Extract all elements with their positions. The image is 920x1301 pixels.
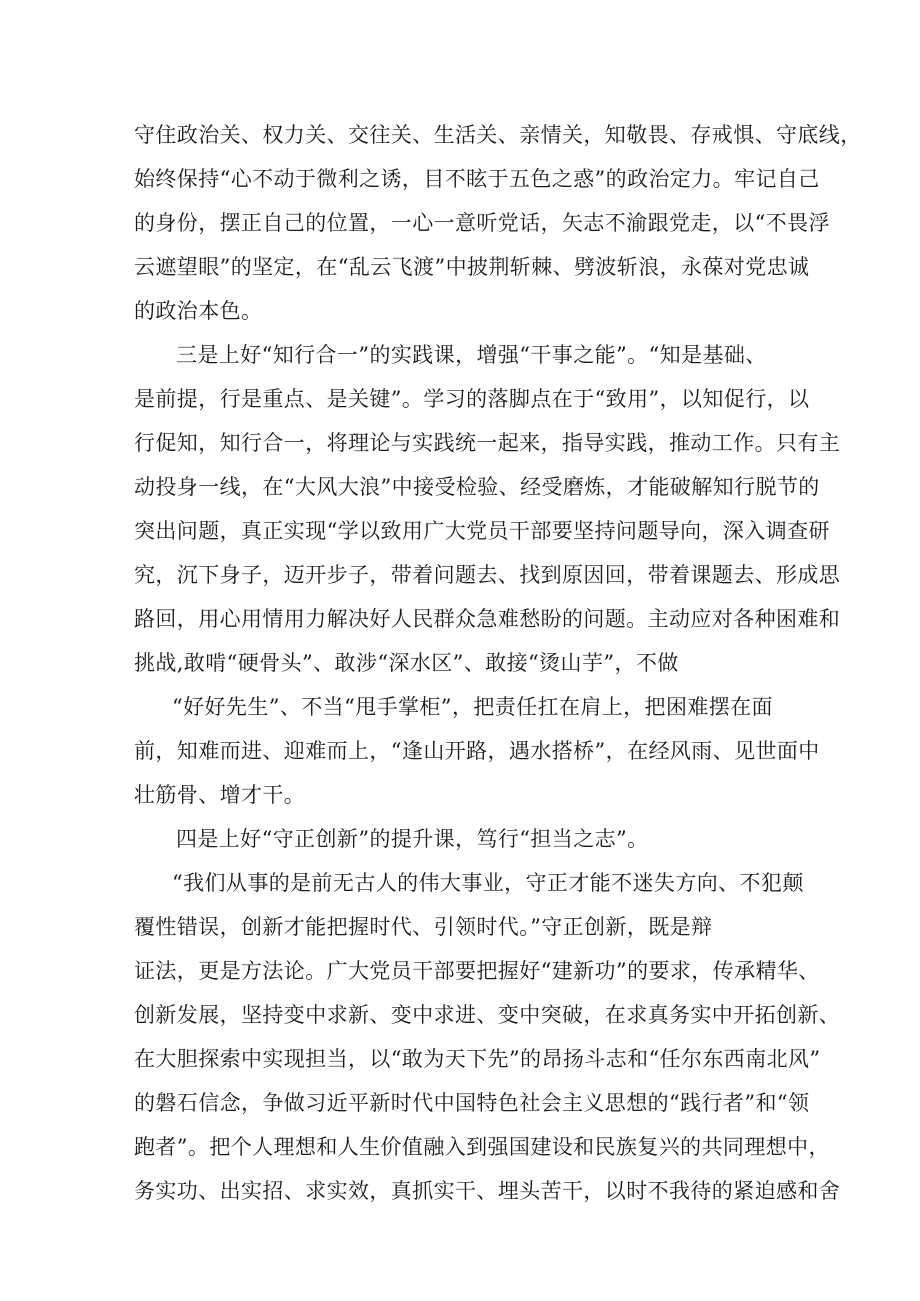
section-heading-line: 四是上好“守正创新”的提升课，笃行“担当之志”。	[176, 827, 649, 851]
text-line: 突出问题，真正实现“学以致用广大党员干部要坚持问题导向，深入调查研	[134, 519, 830, 543]
text-line: 前，知难而进、迎难而上，“逢山开路，遇水搭桥”，在经风雨、见世面中	[134, 739, 820, 763]
text-line: 云遮望眼”的坚定，在“乱云飞渡”中披荆斩棘、劈波斩浪，永葆对党忠诚	[134, 255, 810, 279]
text-line: 挑战,敢啃“硬骨头”、敢涉“深水区”、敢接“烫山芋”，不做	[134, 651, 679, 675]
paragraph-start-line: 三是上好“知行合一”的实践课，增强“干事之能”。“知是基础、	[176, 343, 767, 367]
text-line: 覆性错误，创新才能把握时代、引领时代。”守正创新，既是辩	[134, 915, 713, 939]
text-line: 路回，用心用情用力解决好人民群众急难愁盼的问题。主动应对各种困难和	[134, 607, 841, 631]
text-line: 始终保持“心不动于微利之诱，目不眩于五色之惑”的政治定力。牢记自己	[134, 167, 820, 191]
text-line: 在大胆探索中实现担当，以“敢为天下先”的昂扬斗志和“任尔东西南北风”	[134, 1047, 821, 1071]
text-line: 创新发展，坚持变中求新、变中求进、变中突破，在求真务实中开拓创新、	[134, 1003, 841, 1027]
paragraph-start-line: “我们从事的是前无古人的伟大事业，守正才能不迷失方向、不犯颠	[172, 871, 804, 895]
text-line: 行促知，知行合一，将理论与实践统一起来，指导实践，推动工作。只有主	[134, 431, 841, 455]
text-line: 务实功、出实招、求实效，真抓实干、埋头苦干，以时不我待的紧迫感和舍	[134, 1179, 841, 1203]
text-line: 壮筋骨、增才干。	[134, 783, 306, 807]
text-line: 的政治本色。	[134, 299, 263, 323]
text-line: 守住政治关、权力关、交往关、生活关、亲情关，知敬畏、存戒惧、守底线，	[134, 123, 862, 147]
text-line: 跑者”。把个人理想和人生价值融入到强国建设和民族复兴的共同理想中，	[134, 1135, 830, 1159]
text-line: 的磐石信念，争做习近平新时代中国特色社会主义思想的“践行者”和“领	[134, 1091, 810, 1115]
text-line: 证法，更是方法论。广大党员干部要把握好“建新功”的要求，传承精华、	[134, 959, 820, 983]
text-line: 是前提，行是重点、是关键”。学习的落脚点在于“致用”，以知促行，以	[134, 387, 810, 411]
text-line: 动投身一线，在“大风大浪”中接受检验、经受磨炼，才能破解知行脱节的	[134, 475, 820, 499]
text-line: 究，沉下身子，迈开步子，带着问题去、找到原因回，带着课题去、形成思	[134, 563, 841, 587]
text-line: 的身份，摆正自己的位置，一心一意听党话，矢志不渝跟党走，以“不畏浮	[134, 211, 830, 235]
paragraph-start-line: “好好先生”、不当“甩手掌柜”，把责任扛在肩上，把困难摆在面	[172, 695, 773, 719]
